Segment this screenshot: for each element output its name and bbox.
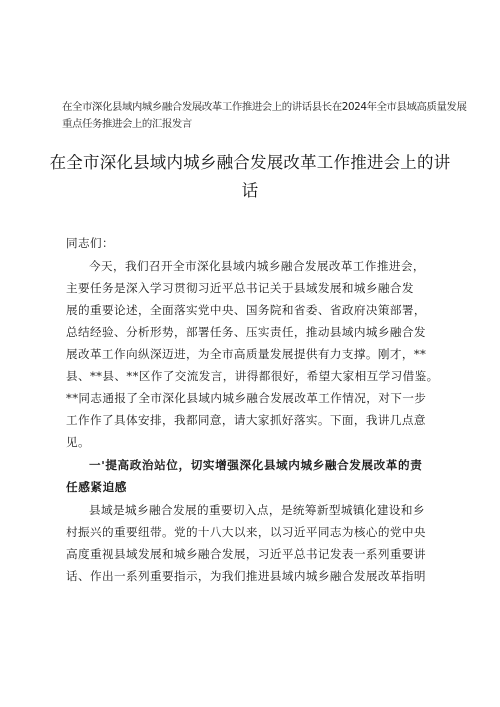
para1-line-8: 工作作了具体安排，我都同意，请大家抓好落实。下面，我讲几点意	[66, 413, 426, 427]
para1-line-1: 今天，我们召开全市深化县域内城乡融合发展改革工作推进会，	[89, 259, 425, 273]
para2-line-1: 县域是城乡融合发展的重要切入点，是统筹新型城镇化建设和乡	[89, 503, 425, 517]
para1-line-9: 见。	[66, 435, 90, 449]
para1-line-5: 展改革工作向纵深迈进，为全市高质量发展提供有力支撑。刚才，**	[66, 347, 427, 361]
para1-line-4: 总结经验、分析形势，部署任务、压实责任，推动县域内城乡融合发	[66, 325, 426, 339]
section-heading-line-2: 任感紧迫感	[66, 480, 127, 494]
section-heading-line-1: 一'提高政治站位，切实增强深化县域内城乡融合发展改革的责	[89, 458, 423, 472]
para2-line-2: 村振兴的重要纽带。党的十八大以来，以习近平同志为核心的党中央	[66, 525, 426, 539]
para1-line-6: 县、**县、**区作了交流发言，讲得都很好，希望大家相互学习借鉴。	[66, 369, 439, 383]
title-line-1: 在全市深化县域内城乡融合发展改革工作推进会上的讲	[49, 153, 451, 172]
para1-line-3: 展的重要论述，全面落实党中央、国务院和省委、省政府决策部署，	[66, 303, 426, 317]
salutation: 同志们：	[66, 236, 114, 250]
para2-line-4: 话、作出一系列重要指示，为我们推进县域内城乡融合发展改革指明	[66, 569, 426, 583]
header-line-2: 重点任务推进会上的汇报发言	[62, 118, 192, 130]
title-line-2: 话	[241, 181, 259, 200]
para1-line-7: **同志通报了全市深化县域内城乡融合发展改革工作情况，对下一步	[66, 391, 427, 405]
para1-line-2: 主要任务是深入学习贯彻习近平总书记关于县域发展和城乡融合发	[66, 281, 414, 295]
header-line-1: 在全市深化县域内城乡融合发展改革工作推进会上的讲话县长在2024年全市县域高质量发展	[62, 101, 467, 113]
para2-line-3: 高度重视县域发展和城乡融合发展，习近平总书记发表一系列重要讲	[66, 547, 426, 561]
